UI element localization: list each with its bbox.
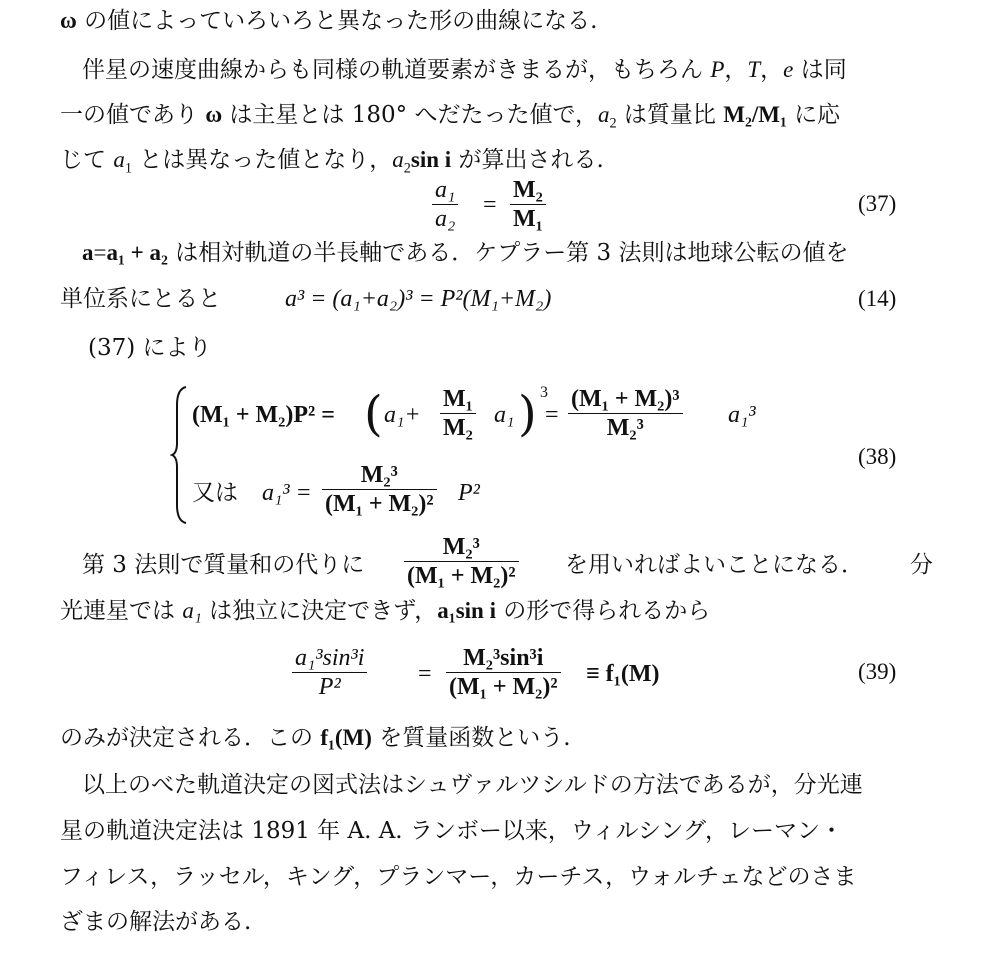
paragraph-text: の値によっていろいろと異なった形の曲線になる. <box>76 8 598 34</box>
mass-ratio: M₂/M₁ <box>723 102 787 127</box>
paragraph-text: 星の軌道決定法は 1891 年 A. A. ランボー以来，ウィルシング，レーマン・ <box>60 818 844 844</box>
math-expression: P² <box>458 480 480 506</box>
paragraph-text: は同 <box>793 57 847 83</box>
text-line <box>565 550 864 580</box>
text-line <box>82 55 847 85</box>
fraction-denominator: (M₁ + M₂)² <box>322 489 437 518</box>
fraction-numerator: M₂ <box>513 177 543 203</box>
equation-38-lhs: (M₁ + M₂)P² = <box>192 402 335 428</box>
text-line <box>60 284 221 314</box>
text-line <box>60 100 840 130</box>
fraction-denominator: (M₁ + M₂)² <box>446 672 561 701</box>
paragraph-text: フィレス，ラッセル，キング，プランマー，カーチス，ウォルチェなどのさま <box>60 864 857 890</box>
paragraph-text: 分 <box>910 552 933 578</box>
text-line <box>910 550 933 580</box>
fraction-denominator: (M₁ + M₂)² <box>404 561 519 590</box>
fraction-numerator: a₁ <box>435 177 456 203</box>
equation-38-inner-fraction <box>440 385 476 442</box>
fraction-numerator: M₂³ <box>442 534 480 560</box>
math-P: P <box>710 57 725 82</box>
equals-sign: = <box>545 402 559 428</box>
left-paren: ( <box>364 386 383 442</box>
comma: ， <box>724 57 748 83</box>
fraction-numerator: M₁ <box>443 386 473 412</box>
fraction-numerator: a₁³sin³i <box>295 645 365 671</box>
math-expression: a₁sin <box>437 598 490 623</box>
text-line <box>60 145 604 175</box>
paragraph-text: は質量比 <box>616 102 724 128</box>
equation-number: (39) <box>858 659 897 684</box>
equals-sign: = <box>93 240 107 265</box>
equation-number: (37) <box>858 191 897 216</box>
left-brace-icon <box>170 385 190 525</box>
right-paren: ) <box>518 386 537 442</box>
mass-function: ≡ f₁(M) <box>586 661 660 687</box>
math-expression: a₁ <box>494 402 515 428</box>
fraction-denominator: M₁ <box>510 204 546 233</box>
text-line <box>60 862 857 892</box>
subscript: 1 <box>124 160 132 177</box>
math-expression: a₁+ <box>384 402 421 428</box>
paragraph-text: ざまの解法がある. <box>60 909 252 935</box>
math-i: i <box>489 598 496 623</box>
fraction-numerator: M₂³sin³i <box>463 645 544 671</box>
paragraph-text: 伴星の速度曲線からも同様の軌道要素がきまるが，もちろん <box>82 57 711 83</box>
paragraph-text: 光連星では <box>60 598 183 624</box>
text-line <box>192 478 238 508</box>
math-sin: sin <box>410 147 445 172</box>
text-line <box>82 770 863 800</box>
text-line <box>82 550 364 580</box>
fraction-denominator: P² <box>292 672 367 701</box>
math-T: T <box>747 57 761 82</box>
subscript: 2 <box>403 160 411 177</box>
math-a: a <box>113 147 125 172</box>
fraction-numerator: M₂³ <box>360 462 398 488</box>
text-line <box>60 907 251 937</box>
paragraph-text: 以上のべた軌道決定の図式法はシュヴァルツシルドの方法であるが，分光連 <box>82 772 863 798</box>
math-a: a₁ <box>182 598 202 623</box>
inline-fraction <box>404 533 519 590</box>
math-expression: a₁ + a₂ <box>106 240 168 265</box>
text-line <box>60 6 597 36</box>
text-line <box>82 238 848 268</box>
paragraph-text: を質量函数という. <box>371 725 571 751</box>
math-i: i <box>444 147 452 172</box>
paragraph-text: 一の値であり <box>60 102 206 128</box>
equation-number: (38) <box>858 444 897 469</box>
math-e: e <box>783 57 794 82</box>
equation-number: (14) <box>858 286 897 311</box>
fraction-numerator: (M₁ + M₂)³ <box>571 386 680 412</box>
comma: ， <box>760 57 784 83</box>
text-line <box>60 723 571 753</box>
equals-sign: = <box>483 192 497 218</box>
paragraph-text: 第 3 法則で質量和の代りに <box>82 552 365 578</box>
paragraph-text: が算出される. <box>451 147 604 173</box>
mass-function: f₁(M) <box>320 725 372 750</box>
math-a: a <box>82 240 94 265</box>
text-line <box>88 333 212 363</box>
equation-37-right-fraction <box>510 176 546 233</box>
math-expression: a₁³ <box>728 402 756 428</box>
math-a: a <box>598 102 610 127</box>
paragraph-text: を用いればよいことになる． <box>565 552 864 578</box>
equation-38-right-fraction <box>568 385 683 442</box>
paragraph-text: じて <box>60 147 114 173</box>
subscript: 2 <box>609 115 617 132</box>
paragraph-text: (37) により <box>88 335 212 361</box>
omega-symbol: ω <box>60 8 77 33</box>
equation-37-left-fraction <box>432 176 458 233</box>
paragraph-text: に応 <box>786 102 841 128</box>
equals-sign: = <box>418 661 432 687</box>
equation-14: a³ = (a₁+a₂)³ = P²(M₁+M₂) <box>285 286 552 312</box>
paragraph-text: のみが決定される．この <box>60 725 321 751</box>
fraction-denominator: a₂ <box>432 204 458 233</box>
omega-symbol: ω <box>205 102 223 127</box>
paragraph-text: は独立に決定できず， <box>201 598 438 624</box>
equation-39-right-fraction <box>446 644 561 701</box>
paragraph-text: 単位系にとると <box>60 286 221 312</box>
paragraph-text: とは異なった値となり， <box>131 147 393 173</box>
paragraph-text: は主星とは 180° へだたった値で， <box>222 102 598 128</box>
fraction-denominator: M₂³ <box>568 413 683 442</box>
math-a: a <box>392 147 404 172</box>
paragraph-text: 又は <box>192 480 238 506</box>
exponent: 3 <box>540 384 548 401</box>
math-expression: a₁³ = <box>262 480 312 506</box>
equation-39-left-fraction <box>292 644 367 701</box>
paragraph-text: は相対軌道の半長軸である．ケプラー第 3 法則は地球公転の値を <box>167 240 849 266</box>
text-line <box>60 816 843 846</box>
equation-38-alt-fraction <box>322 461 437 518</box>
paragraph-text: の形で得られるから <box>495 598 711 624</box>
text-line <box>60 596 710 626</box>
fraction-denominator: M₂ <box>440 413 476 442</box>
